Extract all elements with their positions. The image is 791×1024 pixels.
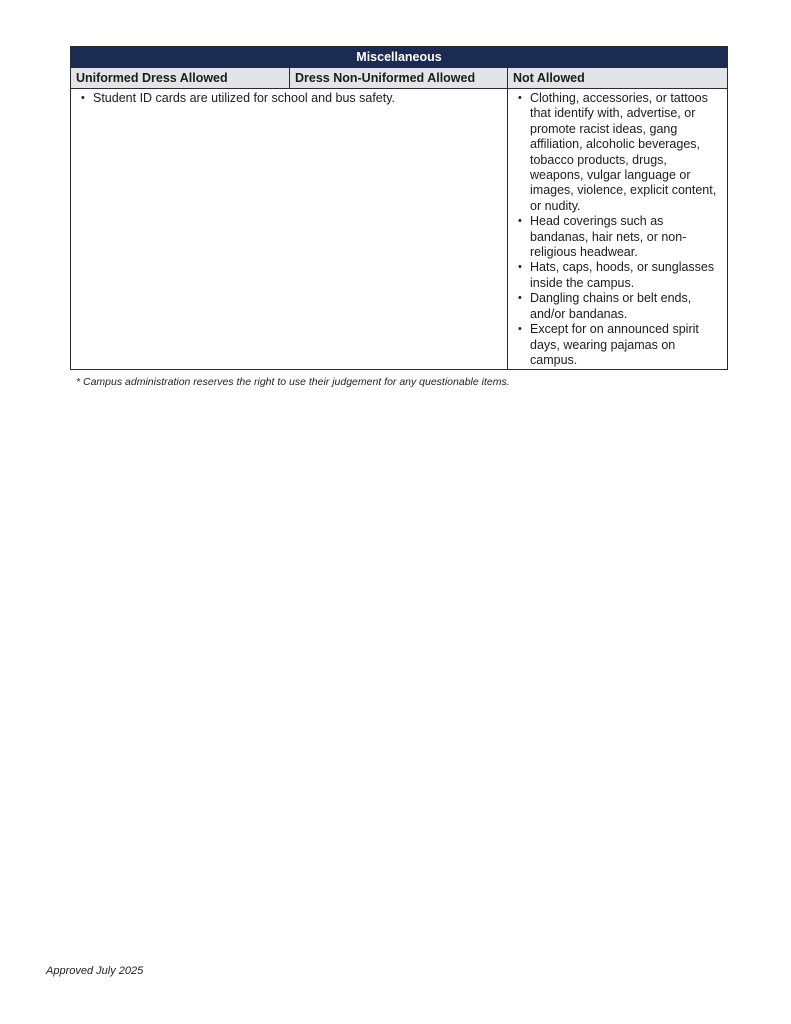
table-title: Miscellaneous (71, 47, 728, 68)
table-body-row (71, 89, 728, 370)
not-allowed-cell (508, 89, 728, 370)
column-header-uniformed: Uniformed Dress Allowed (71, 68, 290, 89)
not-allowed-item: • Dangling chains or belt ends, and/or bandanas. (512, 291, 723, 322)
approval-date: Approved July 2025 (46, 965, 144, 977)
not-allowed-list (512, 91, 723, 368)
not-allowed-item: • Head coverings such as bandanas, hair nets, or non-religious headwear. (512, 214, 723, 260)
column-header-not-allowed: Not Allowed (508, 68, 728, 89)
allowed-item: • Student ID cards are utilized for school and bus safety. (75, 91, 503, 106)
allowed-cell (71, 89, 508, 370)
not-allowed-item: • Clothing, accessories, or tattoos that identify with, advertise, or promote racist ideas, gang affiliation, alcoholic beverages, tobacco products, drugs, weapons, vulgar language or images, violence, explicit content, or nudity. (512, 91, 723, 214)
column-header-non-uniformed: Dress Non-Uniformed Allowed (290, 68, 508, 89)
not-allowed-item: • Except for on announced spirit days, wearing pajamas on campus. (512, 322, 723, 368)
dress-code-table (70, 46, 728, 370)
table-title-row (71, 47, 728, 68)
not-allowed-item: • Hats, caps, hoods, or sunglasses inside the campus. (512, 260, 723, 291)
footnote: * Campus administration reserves the right to use their judgement for any questionable items. (76, 376, 510, 388)
allowed-list (75, 91, 503, 106)
table-header-row (71, 68, 728, 89)
